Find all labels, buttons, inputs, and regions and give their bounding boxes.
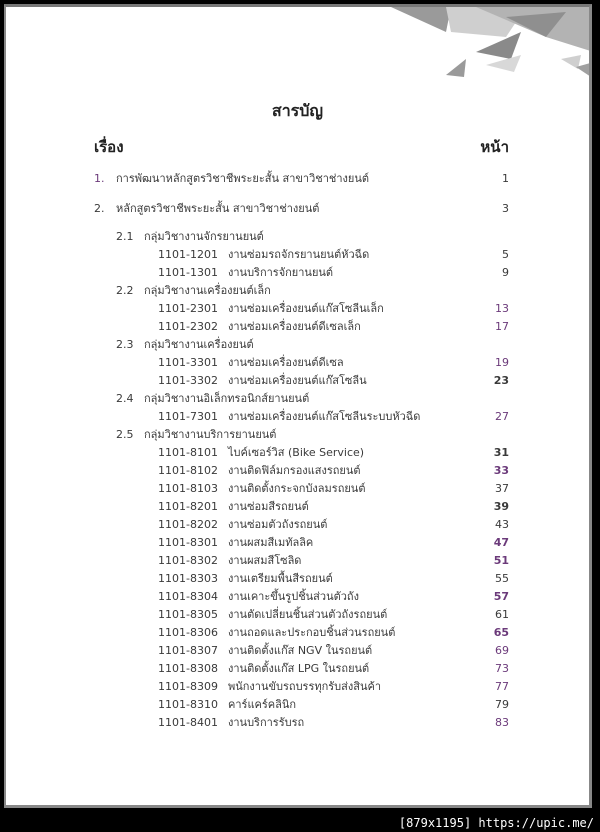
group-title: กลุ่มวิชางานบริการยานยนต์ (144, 428, 277, 441)
toc-group[interactable] (6, 336, 589, 354)
course-title: งานซ่อมสีรถยนต์ (228, 500, 309, 513)
toc-group[interactable] (6, 390, 589, 408)
section-number: 2. (94, 202, 105, 215)
course-title: งานถอดและประกอบชิ้นส่วนรถยนต์ (228, 626, 396, 639)
toc-item[interactable] (6, 606, 589, 624)
course-title: คาร์แคร์คลินิก (228, 698, 297, 711)
group-number: 2.1 (116, 230, 134, 243)
course-code: 1101-3302 (158, 374, 218, 387)
group-number: 2.5 (116, 428, 134, 441)
toc-section[interactable] (6, 170, 589, 188)
course-code: 1101-8201 (158, 500, 218, 513)
toc-item[interactable] (6, 660, 589, 678)
toc-item[interactable] (6, 246, 589, 264)
toc-item[interactable] (6, 498, 589, 516)
page-number: 69 (495, 644, 509, 657)
section-number: 1. (94, 172, 105, 185)
header-topic: เรื่อง (94, 138, 124, 156)
course-code: 1101-1301 (158, 266, 218, 279)
page-number: 57 (493, 590, 509, 603)
course-title: งานผสมสีโซลิด (228, 554, 302, 567)
group-title: กลุ่มวิชางานเครื่องยนต์ (144, 338, 254, 351)
page-number: 5 (502, 248, 509, 261)
toc-item[interactable] (6, 516, 589, 534)
course-code: 1101-8302 (158, 554, 218, 567)
course-code: 1101-8310 (158, 698, 218, 711)
toc-item[interactable] (6, 552, 589, 570)
course-code: 1101-8309 (158, 680, 218, 693)
page-number: 33 (493, 464, 509, 477)
group-title: กลุ่มวิชางานเครื่องยนต์เล็ก (144, 284, 271, 297)
toc-group[interactable] (6, 282, 589, 300)
course-title: งานเคาะขึ้นรูปชิ้นส่วนตัวถัง (228, 590, 359, 603)
toc-item[interactable] (6, 588, 589, 606)
course-title: งานตัดเปลี่ยนชิ้นส่วนตัวถังรถยนต์ (228, 608, 388, 621)
toc-item[interactable] (6, 300, 589, 318)
course-code: 1101-8307 (158, 644, 218, 657)
course-code: 1101-8306 (158, 626, 218, 639)
course-title: งานบริการรับรถ (228, 716, 305, 729)
section-title: การพัฒนาหลักสูตรวิชาชีพระยะสั้น สาขาวิชาช่างยนต์ (116, 172, 370, 185)
toc-item[interactable] (6, 480, 589, 498)
toc-item[interactable] (6, 444, 589, 462)
course-title: งานซ่อมเครื่องยนต์ดีเซล (228, 356, 344, 369)
course-code: 1101-8401 (158, 716, 218, 729)
course-code: 1101-8304 (158, 590, 218, 603)
decorative-triangles-graphic (6, 7, 592, 87)
document-page (4, 4, 592, 808)
page-number: 27 (495, 410, 509, 423)
page-number: 17 (495, 320, 509, 333)
course-title: งานเตรียมพื้นสีรถยนต์ (228, 572, 333, 585)
page-number: 83 (495, 716, 509, 729)
course-title: งานติดตั้งแก๊ส LPG ในรถยนต์ (228, 662, 370, 675)
course-title: งานติดฟิล์มกรองแสงรถยนต์ (228, 464, 361, 477)
toc-item[interactable] (6, 372, 589, 390)
page-number: 43 (495, 518, 509, 531)
toc-item[interactable] (6, 462, 589, 480)
page-number: 79 (495, 698, 509, 711)
page-number: 9 (502, 266, 509, 279)
page-number: 39 (493, 500, 509, 513)
course-code: 1101-8101 (158, 446, 218, 459)
page-number: 13 (495, 302, 509, 315)
toc-group[interactable] (6, 228, 589, 246)
group-title: กลุ่มวิชางานอิเล็กทรอนิกส์ยานยนต์ (144, 392, 310, 405)
toc-group[interactable] (6, 426, 589, 444)
toc-item[interactable] (6, 696, 589, 714)
page-number: 19 (495, 356, 509, 369)
course-title: พนักงานขับรถบรรทุกรับส่งสินค้า (228, 680, 382, 693)
section-title: หลักสูตรวิชาชีพระยะสั้น สาขาวิชาช่างยนต์ (116, 202, 320, 215)
course-code: 1101-8308 (158, 662, 218, 675)
toc-item[interactable] (6, 408, 589, 426)
page-number: 73 (495, 662, 509, 675)
group-number: 2.4 (116, 392, 134, 405)
toc-section[interactable] (6, 200, 589, 218)
course-code: 1101-8301 (158, 536, 218, 549)
watermark: [879x1195] https://upic.me/ (398, 816, 594, 830)
course-code: 1101-3301 (158, 356, 218, 369)
page-number: 1 (502, 172, 509, 185)
course-code: 1101-8305 (158, 608, 218, 621)
page-number: 61 (495, 608, 509, 621)
course-title: งานติดตั้งแก๊ส NGV ในรถยนต์ (228, 644, 373, 657)
course-title: งานซ่อมเครื่องยนต์แก๊สโซลีน (228, 374, 367, 387)
toc-item[interactable] (6, 624, 589, 642)
toc-item[interactable] (6, 570, 589, 588)
course-code: 1101-8102 (158, 464, 218, 477)
header-page: หน้า (480, 138, 509, 156)
toc-item[interactable] (6, 678, 589, 696)
page-number: 51 (493, 554, 509, 567)
course-title: งานซ่อมรถจักรยานยนต์หัวฉีด (228, 248, 370, 261)
toc-item[interactable] (6, 714, 589, 732)
page-number: 37 (495, 482, 509, 495)
course-title: งานซ่อมเครื่องยนต์แก๊สโซลีนเล็ก (228, 302, 384, 315)
course-code: 1101-8202 (158, 518, 218, 531)
group-number: 2.3 (116, 338, 134, 351)
course-title: งานผสมสีเมทัลลิค (228, 536, 314, 549)
course-code: 1101-8303 (158, 572, 218, 585)
course-title: งานซ่อมเครื่องยนต์แก๊สโซลีนระบบหัวฉีด (228, 410, 421, 423)
toc-item[interactable] (6, 642, 589, 660)
page-title: สารบัญ (271, 101, 324, 120)
course-title: งานติดตั้งกระจกบังลมรถยนต์ (228, 482, 366, 495)
course-code: 1101-2301 (158, 302, 218, 315)
page-number: 65 (493, 626, 509, 639)
page-number: 55 (495, 572, 509, 585)
course-code: 1101-7301 (158, 410, 218, 423)
course-title: ไบค์เซอร์วิส (Bike Service) (228, 446, 365, 459)
course-code: 1101-2302 (158, 320, 218, 333)
group-number: 2.2 (116, 284, 134, 297)
page-number: 77 (495, 680, 509, 693)
toc-item[interactable] (6, 264, 589, 282)
page-number: 31 (493, 446, 509, 459)
page-number: 3 (502, 202, 509, 215)
page-number: 47 (493, 536, 509, 549)
toc-item[interactable] (6, 354, 589, 372)
course-title: งานบริการจักยานยนต์ (228, 266, 334, 279)
page-number: 23 (493, 374, 509, 387)
course-code: 1101-8103 (158, 482, 218, 495)
course-code: 1101-1201 (158, 248, 218, 261)
toc-item[interactable] (6, 534, 589, 552)
toc-item[interactable] (6, 318, 589, 336)
course-title: งานซ่อมตัวถังรถยนต์ (228, 518, 328, 531)
course-title: งานซ่อมเครื่องยนต์ดีเซลเล็ก (228, 320, 361, 333)
group-title: กลุ่มวิชางานจักรยานยนต์ (144, 230, 264, 243)
